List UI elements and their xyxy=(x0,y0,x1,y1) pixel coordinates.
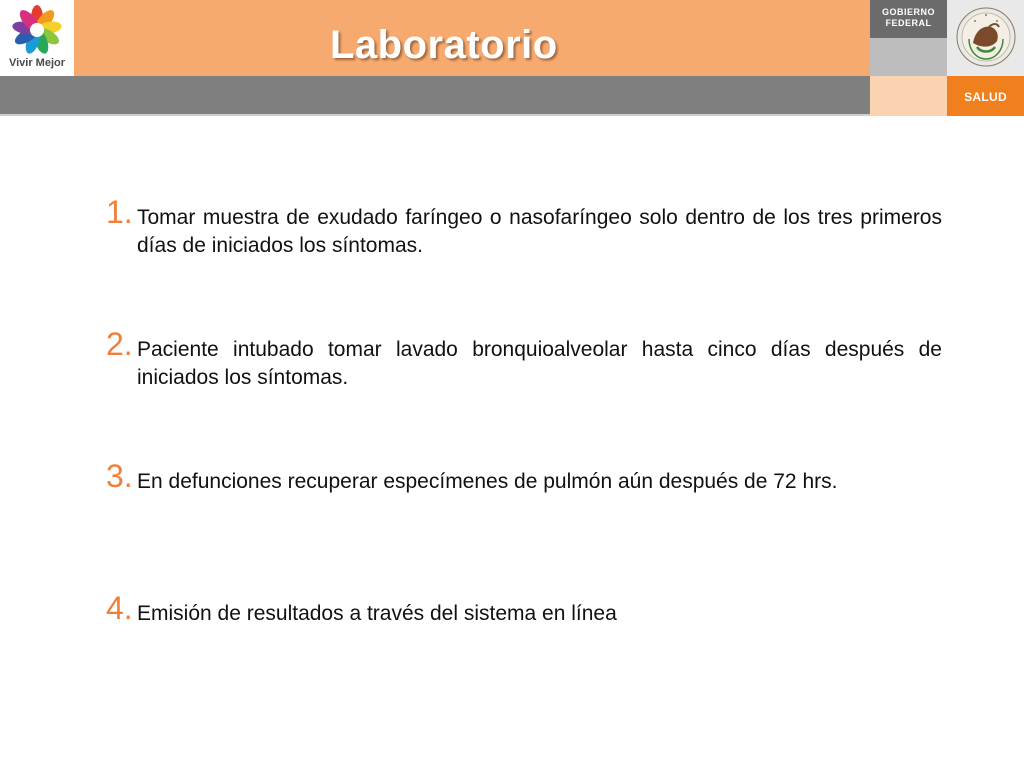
item-number: 2. xyxy=(106,326,133,362)
logo-text: Vivir Mejor xyxy=(8,57,66,69)
list-item xyxy=(106,460,942,496)
header-divider xyxy=(0,114,870,116)
item-number: 3. xyxy=(106,458,133,494)
gray-band xyxy=(0,76,870,114)
peach-block xyxy=(870,76,947,116)
mexico-seal-icon xyxy=(955,3,1017,71)
slide-header xyxy=(0,0,1024,116)
list-item xyxy=(106,328,942,392)
item-text: Emisión de resultados a través del sistema en línea xyxy=(137,602,617,625)
gray-block xyxy=(870,38,947,76)
list-item xyxy=(106,196,942,260)
item-number: 4. xyxy=(106,590,133,626)
vivir-mejor-logo xyxy=(0,0,74,76)
page-title: Laboratorio xyxy=(330,23,558,67)
flower-logo-icon xyxy=(9,3,65,57)
salud-badge xyxy=(947,76,1024,116)
gobierno-federal-badge xyxy=(870,0,947,38)
federal-label: FEDERAL xyxy=(885,18,932,28)
item-text: En defunciones recuperar especímenes de pulmón aún después de 72 hrs. xyxy=(137,470,838,493)
item-text: Tomar muestra de exudado faríngeo o nasofaríngeo solo dentro de los tres primeros días de iniciados los síntomas. xyxy=(137,206,942,257)
gobierno-label: GOBIERNO xyxy=(881,7,935,17)
list-item xyxy=(106,592,942,628)
salud-label: SALUD xyxy=(964,90,1007,104)
item-number: 1. xyxy=(106,194,133,230)
item-text: Paciente intubado tomar lavado bronquioalveolar hasta cinco días después de iniciados los síntomas. xyxy=(137,338,942,389)
